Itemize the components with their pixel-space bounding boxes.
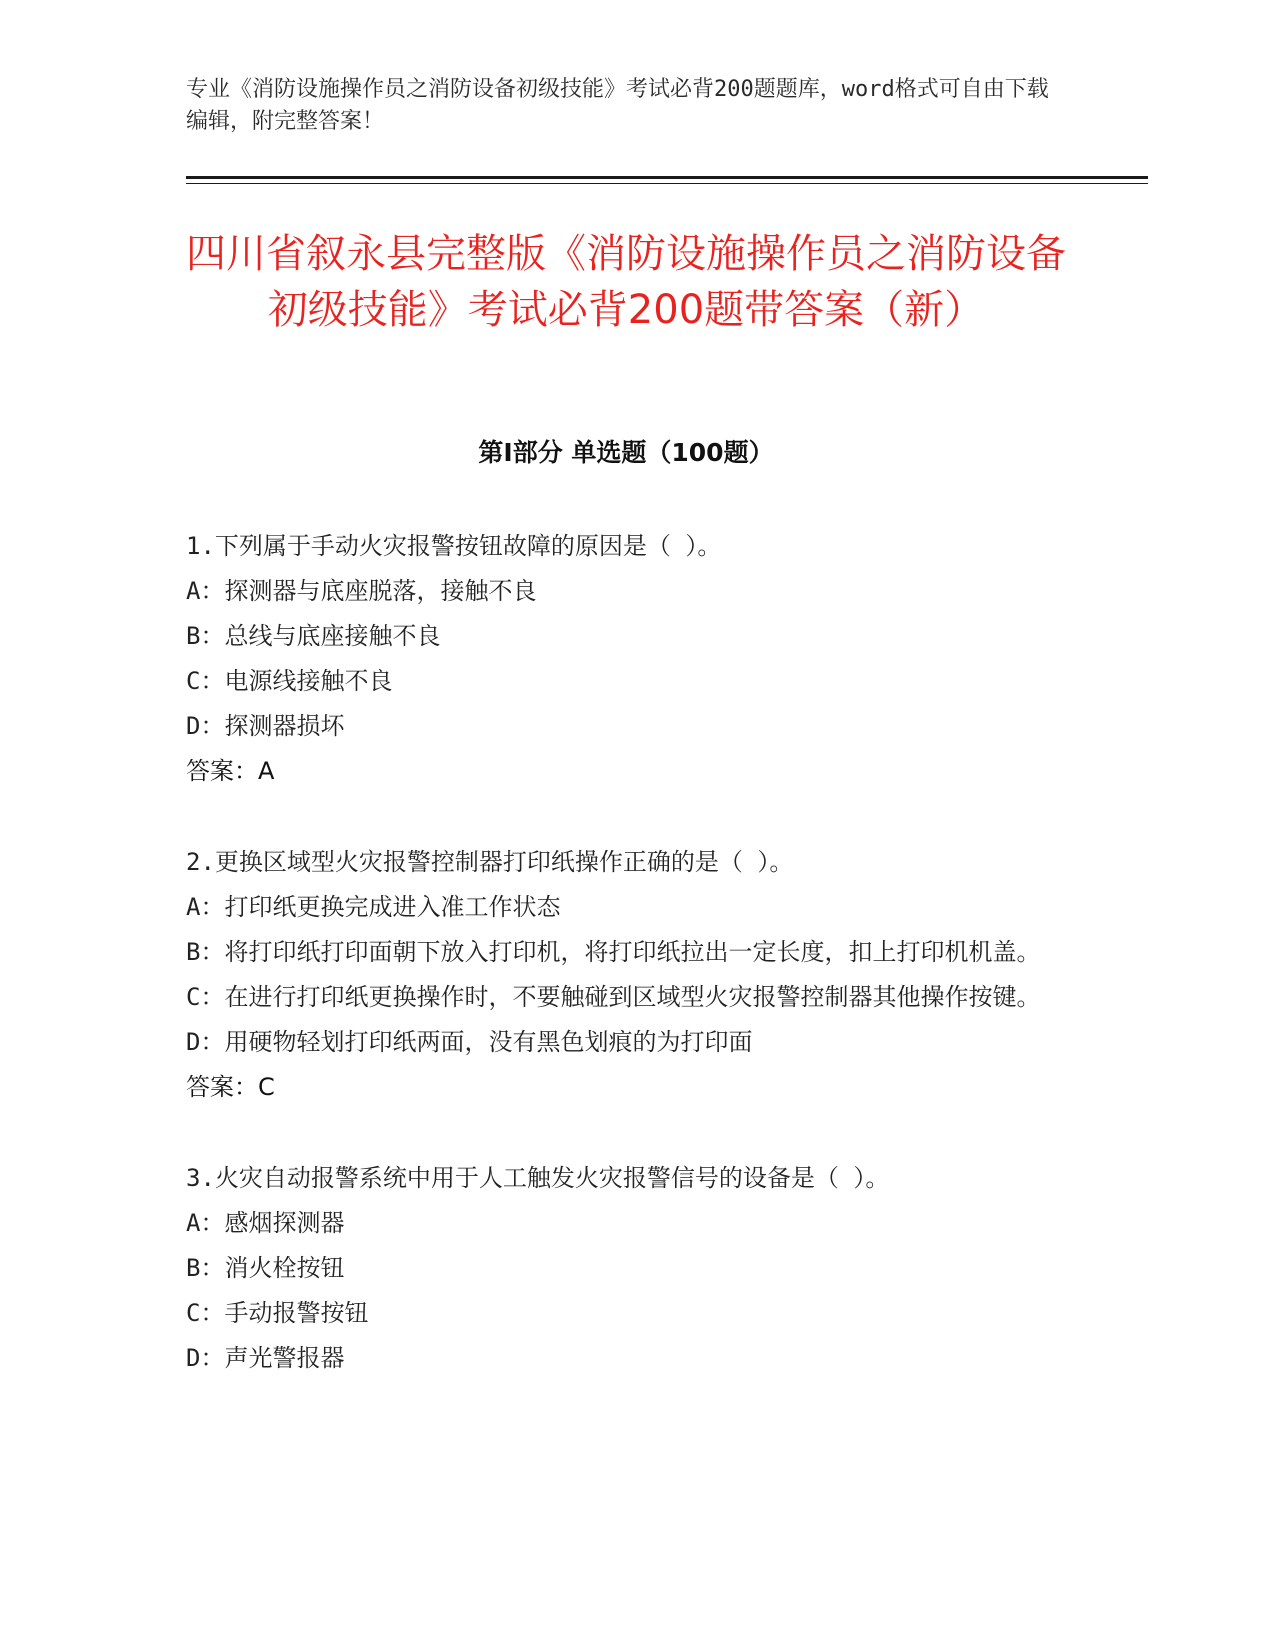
option-a: A：打印纸更换完成进入准工作状态: [186, 893, 561, 921]
section-title: 第I部分 单选题（100题）: [478, 438, 774, 467]
question-list: [186, 524, 1066, 1427]
option-d: D：声光警报器: [186, 1344, 345, 1372]
question-stem: 3.火灾自动报警系统中用于人工触发火灾报警信号的设备是（ ）。: [186, 1164, 890, 1192]
option-b: B：消火栓按钮: [186, 1254, 345, 1282]
question-3: [186, 1156, 1066, 1381]
question-stem: 2.更换区域型火灾报警控制器打印纸操作正确的是（ ）。: [186, 848, 794, 876]
question-2: [186, 840, 1066, 1110]
option-d: D：用硬物轻划打印纸两面，没有黑色划痕的为打印面: [186, 1028, 753, 1056]
option-d: D：探测器损坏: [186, 712, 345, 740]
answer: 答案：A: [186, 757, 275, 785]
option-b: B：将打印纸打印面朝下放入打印机，将打印纸拉出一定长度，扣上打印机机盖。: [186, 938, 1041, 966]
question-stem: 1.下列属于手动火灾报警按钮故障的原因是（ ）。: [186, 532, 722, 560]
header-note: 专业《消防设施操作员之消防设备初级技能》考试必背200题题库，word格式可自由下载编辑，附完整答案！: [186, 77, 1049, 134]
option-b: B：总线与底座接触不良: [186, 622, 441, 650]
document-title: 四川省叙永县完整版《消防设施操作员之消防设备初级技能》考试必背200题带答案（新）: [186, 231, 1066, 333]
option-a: A：感烟探测器: [186, 1209, 345, 1237]
answer: 答案：C: [186, 1073, 275, 1101]
header-divider-thin: [186, 183, 1148, 184]
option-a: A：探测器与底座脱落，接触不良: [186, 577, 537, 605]
option-c: C：电源线接触不良: [186, 667, 393, 695]
header-divider-thick: [186, 176, 1148, 179]
question-1: [186, 524, 1066, 794]
option-c: C：在进行打印纸更换操作时，不要触碰到区域型火灾报警控制器其他操作按键。: [186, 983, 1041, 1011]
option-c: C：手动报警按钮: [186, 1299, 369, 1327]
